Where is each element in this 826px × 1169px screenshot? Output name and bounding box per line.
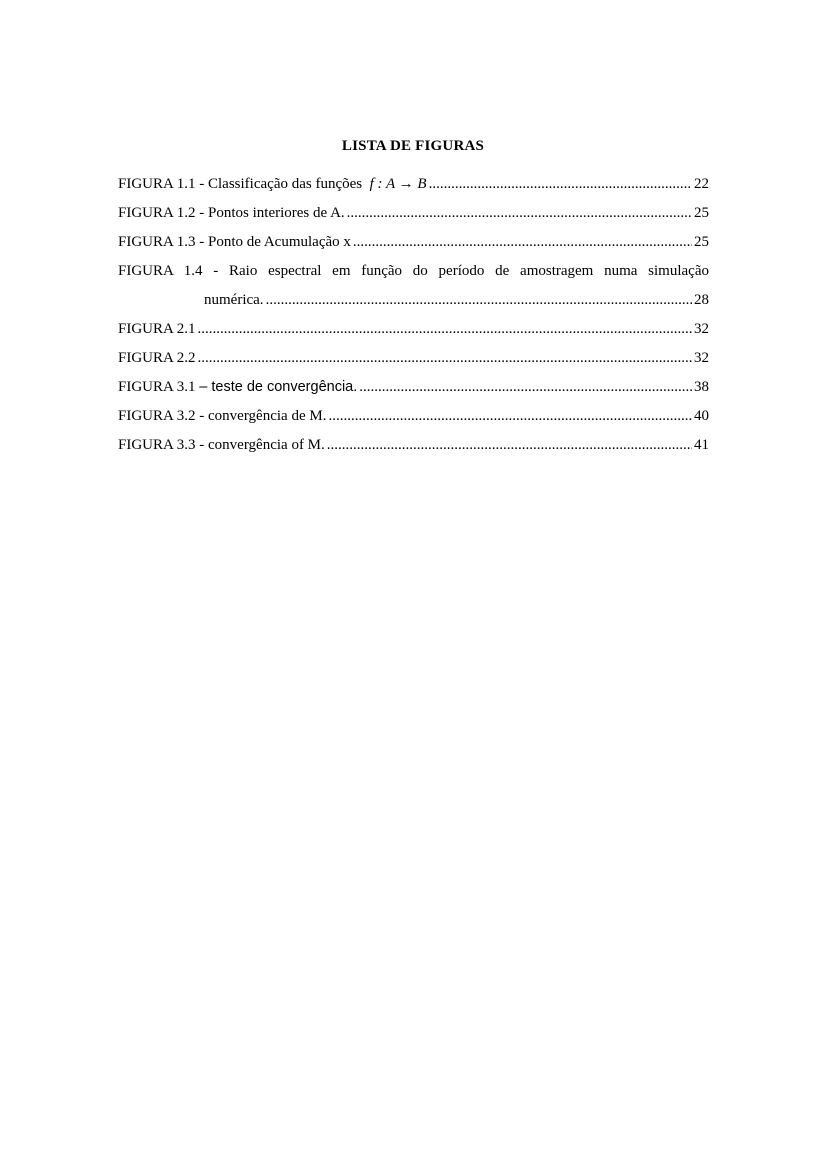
dot-leader xyxy=(198,348,692,368)
list-item-figure-1-3 xyxy=(118,232,709,261)
dot-leader xyxy=(198,319,692,339)
page-number: 32 xyxy=(694,350,709,366)
list-item-figure-2-2 xyxy=(118,348,709,377)
list-item-figure-3-1 xyxy=(118,377,709,406)
page-title: LISTA DE FIGURAS xyxy=(341,138,485,154)
entry-label: FIGURA 1.3 - Ponto de Acumulação x xyxy=(118,234,351,250)
page-number: 28 xyxy=(694,292,709,308)
page-number: 41 xyxy=(694,437,709,453)
page-number: 40 xyxy=(694,408,709,424)
page-number: 22 xyxy=(694,176,709,192)
dot-leader xyxy=(359,377,692,397)
list-item-figure-1-2 xyxy=(118,203,709,232)
page-number: 25 xyxy=(694,205,709,221)
dot-leader xyxy=(429,174,692,194)
page-number: 32 xyxy=(694,321,709,337)
list-item-figure-3-2 xyxy=(118,406,709,435)
dot-leader xyxy=(266,290,692,310)
list-item-figure-2-1 xyxy=(118,319,709,348)
entry-label: FIGURA 1.1 - Classificação das funções f : A → B xyxy=(118,176,427,192)
dot-leader xyxy=(328,406,692,426)
entry-label: FIGURA 1.2 - Pontos interiores de A. xyxy=(118,205,345,221)
entry-label: FIGURA 2.1 xyxy=(118,321,196,337)
dot-leader xyxy=(353,232,692,252)
figure-list xyxy=(118,174,709,464)
list-item-figure-1-4 xyxy=(118,261,709,319)
entry-label: FIGURA 3.2 - convergência de M. xyxy=(118,408,327,424)
list-item-figure-1-1 xyxy=(118,174,709,203)
entry-label: FIGURA 1.4 - Raio espectral em função do período de amostragem numa simulação xyxy=(118,263,709,279)
page-number: 25 xyxy=(694,234,709,250)
entry-label: FIGURA 2.2 xyxy=(118,350,196,366)
entry-label: FIGURA 3.1 – teste de convergência. xyxy=(118,379,358,395)
page-number: 38 xyxy=(694,379,709,395)
dot-leader xyxy=(327,435,692,455)
entry-label-continued: numérica. xyxy=(204,292,264,308)
entry-label: FIGURA 3.3 - convergência of M. xyxy=(118,437,325,453)
function-notation: f : A → B xyxy=(369,176,427,192)
entry-continuation xyxy=(118,290,709,319)
list-item-figure-3-3 xyxy=(118,435,709,464)
dot-leader xyxy=(347,203,692,223)
